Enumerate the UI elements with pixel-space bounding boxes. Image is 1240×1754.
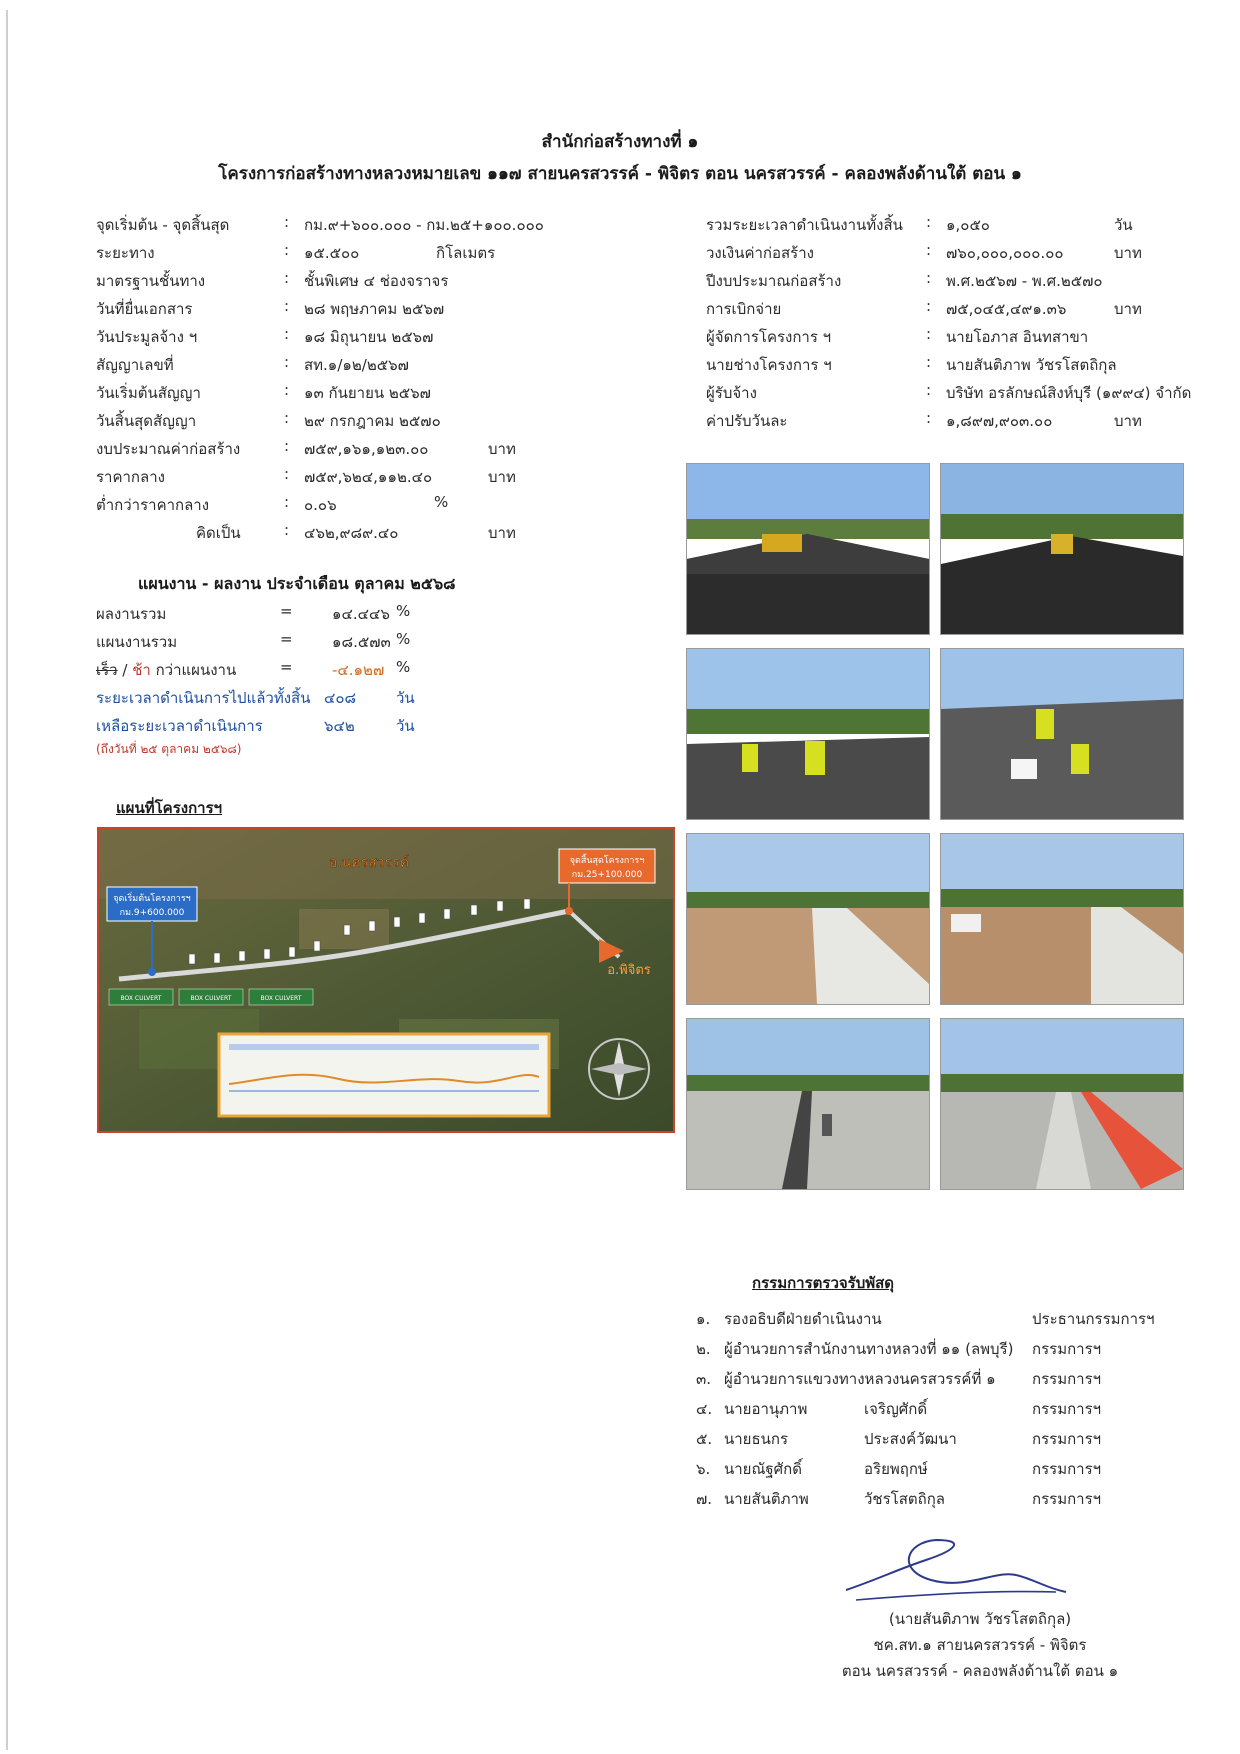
worker-icon <box>1071 744 1089 774</box>
map-dest-label: อ.พิจิตร <box>607 963 651 978</box>
signature-position: ชค.สท.๑ สายนครสวรรค์ - พิจิตร <box>873 1636 1087 1654</box>
worker-icon <box>822 1114 832 1136</box>
start-pin-icon <box>148 968 156 976</box>
culvert-label-3: BOX CULVERT <box>260 995 302 1002</box>
photo-survey-1 <box>686 648 930 820</box>
map-end-km: กม.25+100.000 <box>571 870 643 880</box>
photo-concrete-3 <box>686 1018 930 1190</box>
map-city-label: อ.นครสวรรค์ <box>328 855 410 871</box>
photo-paving-2 <box>940 463 1184 635</box>
photo-concrete-4 <box>940 1018 1184 1190</box>
map-start-km: กม.9+600.000 <box>119 908 185 918</box>
slower-label: ช้า <box>132 661 151 679</box>
worker-icon <box>742 744 758 772</box>
photo-concrete-2 <box>940 833 1184 1005</box>
signature-scribble <box>836 1530 1076 1610</box>
worker-icon <box>805 741 825 775</box>
roller-icon <box>1051 534 1073 554</box>
project-map <box>97 827 675 1133</box>
photo-concrete-1 <box>686 833 930 1005</box>
map-heading: แผนที่โครงการฯ <box>116 799 223 817</box>
signature-name: (นายสันติภาพ วัชรโสตถิกุล) <box>888 1610 1072 1628</box>
photo-survey-2 <box>940 648 1184 820</box>
scan-edge <box>6 10 8 1750</box>
variance-value: -๔.๑๒๗ <box>332 661 385 679</box>
faster-label: เร็ว <box>96 661 118 679</box>
map-start-label: จุดเริ่มต้นโครงการฯ <box>113 894 191 904</box>
committee-heading: กรรมการตรวจรับพัสดุ <box>752 1274 895 1292</box>
photo-paving-1 <box>686 463 930 635</box>
map-graphic <box>99 829 673 1131</box>
culvert-label-2: BOX CULVERT <box>190 995 232 1002</box>
document-page: สำนักก่อสร้างทางที่ ๑ โครงการก่อสร้างทางหลวงหมายเลข ๑๑๗ สายนครสวรรค์ - พิจิตร ตอน นครสวรรค์ - คลองพลังด้านใต้ ตอน ๑ จุดเริ่มต้น - จุดสิ้นสุด : กม.๙+๖๐๐.๐๐๐ - กม.๒๕+๑๐๐.๐๐๐ ระยะทาง : ๑๕.๕๐๐ กิโลเมตร มาตรฐานชั้นทาง : ชั้นพิเศษ ๔ ช่องจราจร วันที่ยื่นเอกสาร : ๒๘ พฤษภาคม ๒๕๖๗ วันประมูลจ้าง ฯ : ๑๘ มิถุนายน ๒๕๖๗ สัญญาเลขที่ : สท.๑/๑๒/๒๕๖๗ วันเริ่มต้นสัญญา : ๑๓ กันยายน ๒๕๖๗ วันสิ้นสุดสัญญา : ๒๙ กรกฎาคม ๒๕๗๐ งบประมาณค่าก่อสร้าง : ๗๕๙,๑๖๑,๑๒๓.๐๐ บาท ราคากลาง : ๗๕๙,๖๒๔,๑๑๒.๔๐ บาท ต่ำกว่าราคากลาง : ๐.๐๖ % คิดเป็น : ๔๖๒,๙๘๙.๔๐ บาท รวมระยะเวลาดำเนินงานทั้งสิ้น : ๑,๐๕๐ วัน วงเงินค่าก่อสร้าง : ๗๖๐,๐๐๐,๐๐๐.๐๐ บาท ปีงบประมาณก่อสร้าง : พ.ศ.๒๕๖๗ - พ.ศ.๒๕๗๐ การเบิกจ่าย : ๗๕,๐๔๕,๔๙๑.๓๖ บาท ผู้จัดการโครงการ ฯ : นายโอภาส อินทสาขา นายช่างโครงการ ฯ : นายสันติภาพ วัชรโสตถิกุล ผู้รับจ้าง : บริษัท อรลักษณ์สิงห์บุรี (๑๙๙๔) จำกัด ค่าปรับวันละ : ๑,๘๙๗,๙๐๓.๐๐ บาท แผนงาน - ผลงาน ประจำเดือน ตุลาคม ๒๕๖๘ ผลงานรวม = ๑๔.๔๔๖ % แผนงานรวม = ๑๘.๕๗๓ % เร็ว / ช้า กว่าแผนงาน = -๔.๑๒๗ % ระยะเวลาดำเนินการไปแล้วทั้งสิ้น ๔๐๘ วัน เหลือระยะเวลาดำเนินการ ๖๔๒ วัน (ถึงวันที่ ๒๕ ตุลาคม ๒๕๖๘) แผนที่โครงการฯ จุดเริ่มต้นโครงการฯ กม.9+600.000 อ.นครสวรรค์ จุดสิ้นสุดโครงการฯ กม.25+100.000 อ.พิจิตร BOX CULVERT BOX CULVERT BOX CULVERT กรรมการตรวจรับพัสดุ ๑. รองอธิบดีฝ่ายดำเนินงาน ประธานกรรมการฯ ๒. ผู้อำนวยการสำนักงานทางหลวงที่ ๑๑ (ลพบุรี) กรรมการฯ ๓. ผู้อำนวยการแขวงทางหลวงนครสวรรค์ที่ ๑ กรรมการฯ ๔. นายอานุภาพ เจริญศักดิ์ กรรมการฯ ๕. นายธนกร ประสงค์วัฒนา กรรมการฯ ๖. นายณัฐศักดิ์ อริยพฤกษ์ กรรมการฯ ๗. นายสันติภาพ วัชรโสตถิกุล กรรมการฯ (นายสันติภาพ วัชรโสตถิกุล) ชค.สท.๑ สายนครสวรรค์ - พิจิตร ตอน นครสวรรค์ - คลองพลังด้านใต้ ตอน ๑ <box>0 0 1240 1754</box>
grader-icon <box>762 534 802 552</box>
culvert-label-1: BOX CULVERT <box>120 995 162 1002</box>
project-title: โครงการก่อสร้างทางหลวงหมายเลข ๑๑๗ สายนครสวรรค์ - พิจิตร ตอน นครสวรรค์ - คลองพลังด้านใต้ ตอน ๑ <box>218 164 1022 184</box>
end-pin-icon <box>565 907 573 915</box>
office-title: สำนักก่อสร้างทางที่ ๑ <box>541 132 699 152</box>
worker-icon <box>1036 709 1054 739</box>
as-of-date: (ถึงวันที่ ๒๕ ตุลาคม ๒๕๖๘) <box>96 742 242 756</box>
signature-section: ตอน นครสวรรค์ - คลองพลังด้านใต้ ตอน ๑ <box>841 1662 1119 1680</box>
map-end-label: จุดสิ้นสุดโครงการฯ <box>569 856 645 866</box>
progress-heading: แผนงาน - ผลงาน ประจำเดือน ตุลาคม ๒๕๖๘ <box>138 574 456 593</box>
